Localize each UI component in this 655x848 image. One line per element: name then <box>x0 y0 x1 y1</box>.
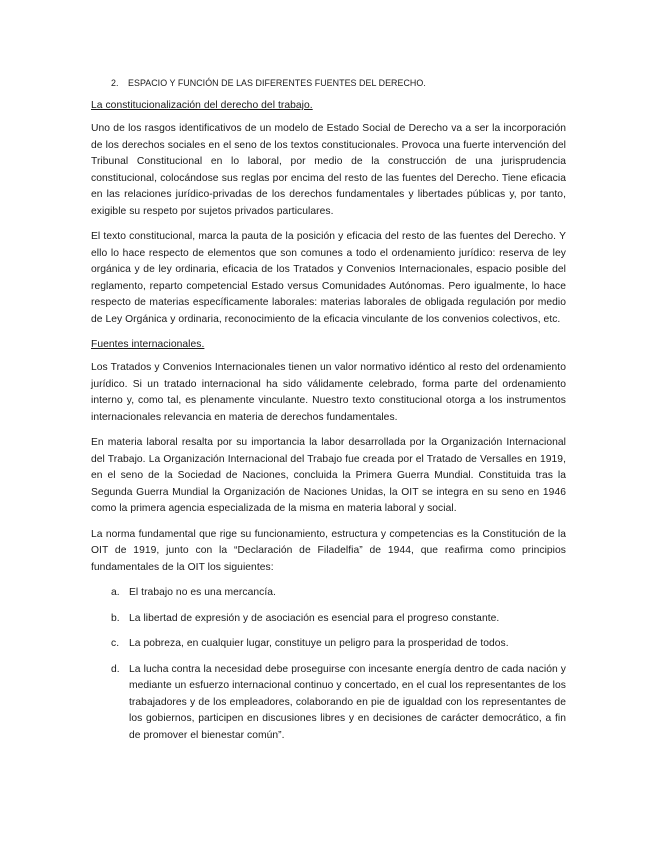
list-item-text: La pobreza, en cualquier lugar, constituye un peligro para la prosperidad de todos. <box>129 638 509 649</box>
section-number: 2. <box>111 78 119 88</box>
list-marker: b. <box>111 612 120 624</box>
list-item <box>91 611 566 628</box>
list-item <box>91 662 566 745</box>
section-title: ESPACIO Y FUNCIÓN DE LAS DIFERENTES FUENTES DEL DERECHO. <box>128 78 426 88</box>
paragraph: Uno de los rasgos identificativos de un modelo de Estado Social de Derecho va a ser la incorporación de los derechos sociales en el seno de los textos constitucionales. Provoca una fuerte intervención del Tribunal Constitucional en lo laboral, por medio de la construcción de una jurisprudencia constitucional, colocándose sus reglas por encima del resto de las fuentes del Derecho. Tiene eficacia en las relaciones jurídico-privadas de los derechos fundamentales y libertades públicas y, por tanto, exigible su respeto por sujetos privados particulares. <box>91 123 566 217</box>
section-heading <box>91 76 566 90</box>
subheading-fuentes-internacionales: Fuentes internacionales. <box>91 339 205 350</box>
list-marker: a. <box>111 587 120 598</box>
paragraph: El texto constitucional, marca la pauta de la posición y eficacia del resto de las fuentes del Derecho. Y ello lo hace respecto de elementos que son comunes a todo el ordenamiento jurídico: reserva de ley orgánica y de ley ordinaria, eficacia de los Tratados y Convenios Internacionales, espacio posible del reglamento, reparto competencial Estado versus Comunidades Autónomas. Pero igualmente, lo hace respecto de materias específicamente laborales: materias laborales de obligada regulación por medio de Ley Orgánica y ordinaria, reconocimiento de la eficacia vinculante de los convenios colectivos, etc. <box>91 231 566 325</box>
list-item <box>91 585 566 602</box>
paragraph: En materia laboral resalta por su importancia la labor desarrollada por la Organización Internacional del Trabajo. La Organización Internacional del Trabajo fue creada por el Tratado de Versalles en 1919, en el seno de la Sociedad de Naciones, concluida la Primera Guerra Mundial. Constituida tras la Segunda Guerra Mundial la Organización de Naciones Unidas, la OIT se integra en su seno en 1946 como la primera agencia especializada de la misma en materia laboral y social. <box>91 437 566 514</box>
list-item <box>91 636 566 653</box>
principles-list <box>91 585 566 744</box>
list-item-text: La lucha contra la necesidad debe proseguirse con incesante energía dentro de cada nación y mediante un esfuerzo internacional continuo y concertado, en el cual los representantes de los trabajadores y de los empleadores, colaborando en pie de igualdad con los representantes de los gobiernos, participen en discusiones libres y en decisiones de carácter democrático, a fin de promover el bienestar común”. <box>129 663 566 741</box>
subheading-constitucionalizacion: La constitucionalización del derecho del trabajo. <box>91 100 313 111</box>
list-item-text: La libertad de expresión y de asociación es esencial para el progreso constante. <box>129 612 500 624</box>
page-content <box>91 76 566 753</box>
paragraph: Los Tratados y Convenios Internacionales tienen un valor normativo idéntico al resto del ordenamiento jurídico. Si un tratado internacional ha sido válidamente celebrado, forma parte del ordenamiento interno y, como tal, es plenamente vinculante. Nuestro texto constitucional otorga a los instrumentos internacionales relevancia en materia de derechos fundamentales. <box>91 362 566 423</box>
list-marker: d. <box>111 663 120 675</box>
list-marker: c. <box>111 638 120 649</box>
list-item-text: El trabajo no es una mercancía. <box>129 587 276 598</box>
paragraph: La norma fundamental que rige su funcionamiento, estructura y competencias es la Constitución de la OIT de 1919, junto con la “Declaración de Filadelfia” de 1944, que reafirma como principios fundamentales de la OIT los siguientes: <box>91 528 566 573</box>
